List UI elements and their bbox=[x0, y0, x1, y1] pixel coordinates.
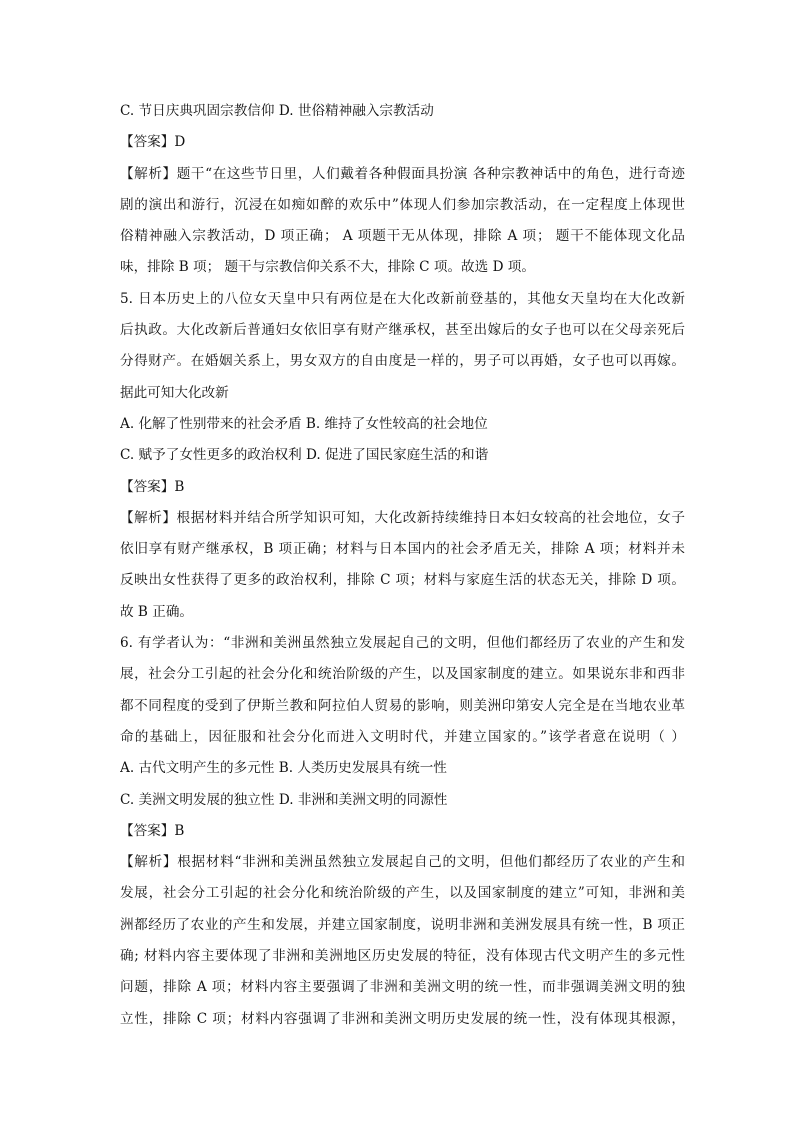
answer-line: 【答案】D bbox=[120, 134, 186, 151]
analysis-line: 立性，排除 C 项；材料内容强调了非洲和美洲文明历史发展的统一性，没有体现其根源， bbox=[120, 1010, 685, 1027]
answer-line: 【答案】B bbox=[120, 478, 185, 495]
question-line: 都不同程度的受到了伊斯兰教和阿拉伯人贸易的影响，则美洲印第安人完全是在当地农业革 bbox=[120, 697, 685, 714]
option-line: C. 美洲文明发展的独立性 D. 非洲和美洲文明的同源性 bbox=[120, 791, 448, 808]
analysis-line: 发展，社会分工引起的社会分化和统治阶级的产生，以及国家制度的建立”可知，非洲和美 bbox=[120, 885, 685, 902]
analysis-line: 味，排除 B 项； 题干与宗教信仰关系不大，排除 C 项。故选 D 项。 bbox=[120, 259, 535, 276]
answer-line: 【答案】B bbox=[120, 822, 185, 839]
analysis-line: 洲都经历了农业的产生和发展，并建立国家制度，说明非洲和美洲发展具有统一性，B 项正 bbox=[120, 916, 685, 933]
analysis-line: 【解析】题干“在这些节日里，人们戴着各种假面具扮演 各种宗教神话中的角色，进行奇迹 bbox=[120, 165, 685, 182]
document-page bbox=[120, 96, 685, 1035]
analysis-line: 剧的演出和游行，沉浸在如痴如醉的欢乐中”体现人们参加宗教活动，在一定程度上体现世 bbox=[120, 196, 685, 213]
question-line: 命的基础上，因征服和社会分化而进入文明时代，并建立国家的。”该学者意在说明（ ） bbox=[120, 728, 685, 745]
analysis-line: 确; 材料内容主要体现了非洲和美洲地区历史发展的特征，没有体现古代文明产生的多元性 bbox=[120, 948, 685, 965]
option-line: C. 节日庆典巩固宗教信仰 D. 世俗精神融入宗教活动 bbox=[120, 103, 434, 119]
question-line: 展，社会分工引起的社会分化和统治阶级的产生，以及国家制度的建立。如果说东非和西非 bbox=[120, 666, 685, 683]
question-line: 分得财产。在婚姻关系上，男女双方的自由度是一样的，男子可以再婚，女子也可以再嫁。 bbox=[120, 353, 685, 370]
question-line: 后执政。大化改新后普通妇女依旧享有财产继承权，甚至出嫁后的女子也可以在父母亲死后 bbox=[120, 322, 685, 339]
analysis-line: 【解析】根据材料“非洲和美洲虽然独立发展起自己的文明，但他们都经历了农业的产生和 bbox=[120, 854, 685, 871]
analysis-line: 【解析】根据材料并结合所学知识可知，大化改新持续维持日本妇女较高的社会地位，女子 bbox=[120, 509, 685, 526]
question-line: 据此可知大化改新 bbox=[120, 384, 229, 401]
analysis-line: 俗精神融入宗教活动，D 项正确； A 项题干无从体现，排除 A 项； 题干不能体现文化品 bbox=[120, 228, 685, 245]
option-line: A. 化解了性别带来的社会矛盾 B. 维持了女性较高的社会地位 bbox=[120, 415, 488, 432]
analysis-line: 故 B 正确。 bbox=[120, 603, 194, 620]
option-line: C. 赋予了女性更多的政治权利 D. 促进了国民家庭生活的和谐 bbox=[120, 447, 489, 464]
analysis-line: 问题，排除 A 项；材料内容主要强调了非洲和美洲文明的统一性，而非强调美洲文明的独 bbox=[120, 979, 685, 996]
analysis-line: 依旧享有财产继承权，B 项正确；材料与日本国内的社会矛盾无关，排除 A 项；材料并未 bbox=[120, 541, 685, 558]
option-line: A. 古代文明产生的多元性 B. 人类历史发展具有统一性 bbox=[120, 760, 447, 777]
question-line: 5. 日本历史上的八位女天皇中只有两位是在大化改新前登基的，其他女天皇均在大化改新 bbox=[120, 290, 685, 307]
question-line: 6. 有学者认为：“非洲和美洲虽然独立发展起自己的文明，但他们都经历了农业的产生和发 bbox=[120, 635, 685, 652]
analysis-line: 反映出女性获得了更多的政治权利，排除 C 项；材料与家庭生活的状态无关，排除 D 项。 bbox=[120, 572, 685, 589]
